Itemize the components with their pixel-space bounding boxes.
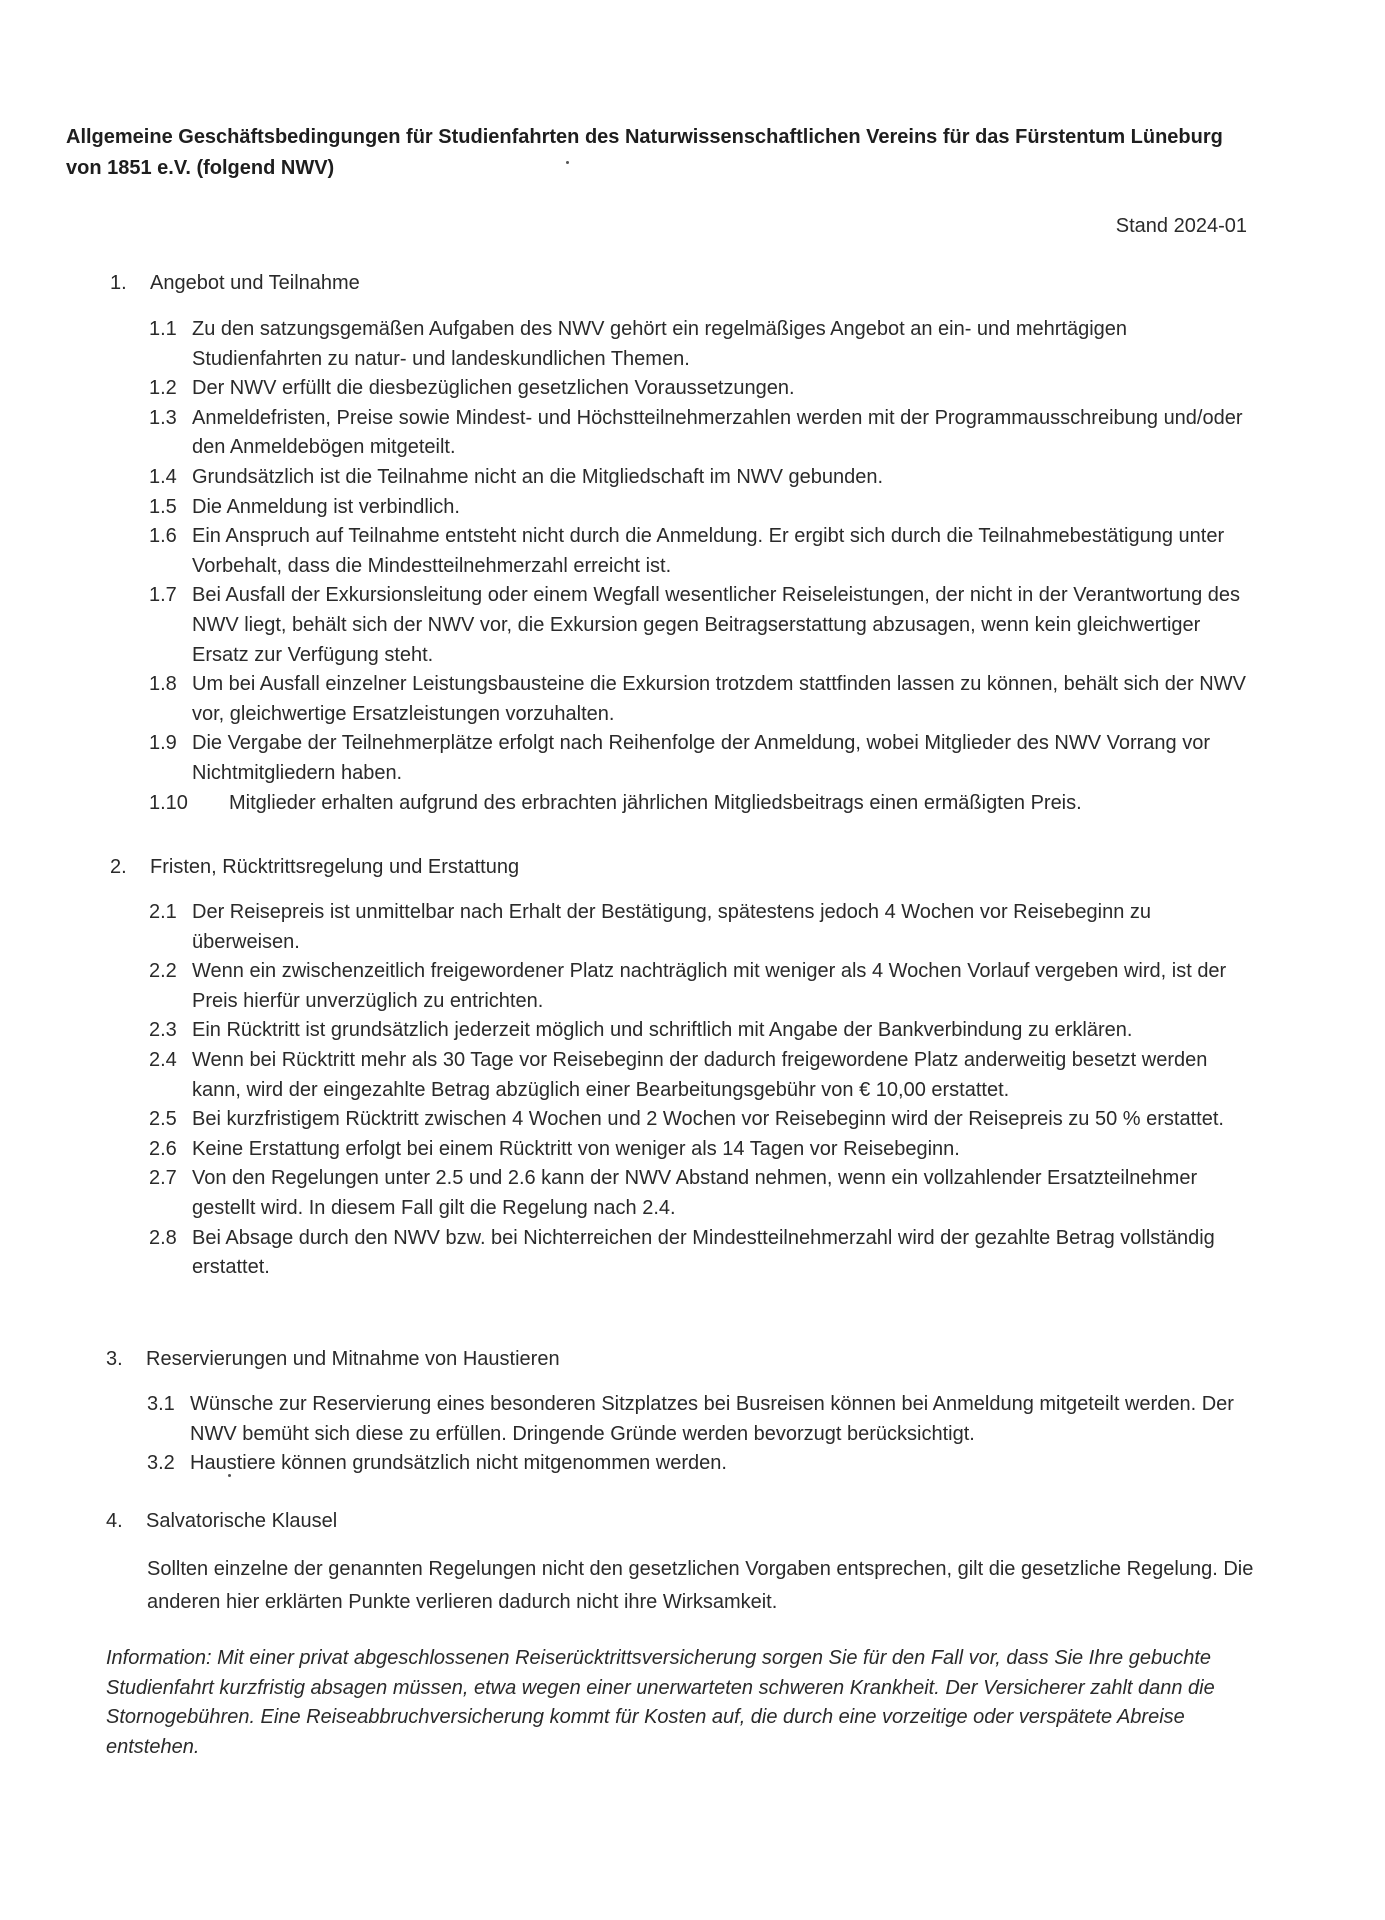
item-text: Von den Regelungen unter 2.5 und 2.6 kann der NWV Abstand nehmen, wenn ein vollzahlender Ersatzteilnehmer gestellt wird. In diesem Fall gilt die Regelung nach 2.4. [192, 1167, 1198, 1219]
item-number: 2.5 [149, 1108, 177, 1131]
list-item [149, 581, 1259, 670]
section-items [149, 315, 1259, 818]
section-title: Reservierungen und Mitnahme von Haustieren [146, 1348, 560, 1370]
item-number: 1.8 [149, 673, 177, 696]
item-number: 1.2 [149, 377, 177, 400]
section-paragraph: Sollten einzelne der genannten Regelungen nicht den gesetzlichen Vorgaben entsprechen, gilt die gesetzliche Regelung. Die anderen hier erklärten Punkte verlieren dadurch nicht ihre Wirksamkeit. [147, 1558, 1254, 1613]
section-title: Fristen, Rücktrittsregelung und Erstattung [150, 856, 520, 878]
scan-speck [566, 161, 569, 164]
item-text: Zu den satzungsgemäßen Aufgaben des NWV gehört ein regelmäßiges Angebot an ein- und mehrtägigen Studienfahrten zu natur- und landeskundlichen Themen. [192, 318, 1128, 370]
item-number: 1.5 [149, 495, 177, 518]
section-heading [110, 272, 360, 295]
item-text: Anmeldefristen, Preise sowie Mindest- und Höchstteilnehmerzahlen werden mit der Programmausschreibung und/oder den Anmeldebögen mitgeteilt. [192, 406, 1243, 459]
item-number: 2.7 [149, 1167, 177, 1190]
list-item [149, 374, 1259, 404]
document-title: Allgemeine Geschäftsbedingungen für Studienfahrten des Naturwissenschaftlichen Vereins für das Fürstentum Lüneburg von 1851 e.V. (folgend NWV) [66, 126, 1223, 179]
item-number: 2.2 [149, 960, 177, 983]
section-number: 3. [106, 1348, 123, 1370]
list-item [149, 957, 1259, 1016]
item-text: Wünsche zur Reservierung eines besonderen Sitzplatzes bei Busreisen können bei Anmeldung mitgeteilt werden. Der NWV bemüht sich diese zu erfüllen. Dringende Gründe werden bevorzugt berücksichtigt. [190, 1393, 1234, 1445]
section-title: Salvatorische Klausel [146, 1510, 338, 1532]
item-number: 1.4 [149, 465, 177, 488]
item-text: Wenn bei Rücktritt mehr als 30 Tage vor Reisebeginn der dadurch freigewordene Platz anderweitig besetzt werden kann, wird der eingezahlte Betrag abzüglich einer Bearbeitungsgebühr von € 10,00 erstattet. [192, 1048, 1208, 1101]
item-text: Wenn ein zwischenzeitlich freigewordener Platz nachträglich mit weniger als 4 Wochen Vorlauf vergeben wird, ist der Preis hierfür unverzüglich zu entrichten. [192, 960, 1227, 1012]
section-items [147, 1390, 1257, 1479]
item-number: 1.10 [149, 791, 188, 814]
list-item [149, 670, 1259, 729]
item-text: Ein Anspruch auf Teilnahme entsteht nicht durch die Anmeldung. Er ergibt sich durch die Teilnahmebestätigung unter Vorbehalt, dass die Mindestteilnehmerzahl erreicht ist. [192, 525, 1225, 577]
item-number: 1.3 [149, 406, 177, 429]
list-item [149, 1135, 1259, 1165]
section-items [149, 898, 1259, 1283]
item-number: 1.6 [149, 525, 177, 548]
list-item [149, 1164, 1259, 1223]
section-title: Angebot und Teilnahme [150, 272, 360, 294]
item-text: Haustiere können grundsätzlich nicht mitgenommen werden. [190, 1452, 727, 1475]
item-number: 1.1 [149, 318, 177, 340]
information-note: Information: Mit einer privat abgeschlossenen Reiserücktrittsversicherung sorgen Sie für den Fall vor, dass Sie Ihre gebuchte Studienfahrt kurzfristig absagen müssen, etwa wegen einer unerwarteten schweren Krankheit. Der Versicherer zahlt dann die Stornogebühren. Eine Reiseabbruchversicherung kommt für Kosten auf, die durch eine vorzeitige oder verspätete Abreise entstehen. [106, 1647, 1215, 1758]
item-text: Bei kurzfristigem Rücktritt zwischen 4 Wochen und 2 Wochen vor Reisebeginn wird der Reisepreis zu 50 % erstattet. [192, 1108, 1224, 1131]
list-item [149, 1046, 1259, 1105]
list-item [149, 493, 1259, 523]
item-number: 2.3 [149, 1019, 177, 1042]
list-item [149, 1224, 1259, 1283]
section-heading [110, 856, 519, 879]
list-item [149, 789, 1259, 819]
list-item [149, 898, 1259, 957]
item-text: Grundsätzlich ist die Teilnahme nicht an die Mitgliedschaft im NWV gebunden. [192, 465, 884, 488]
item-number: 2.6 [149, 1137, 177, 1160]
list-item [149, 315, 1259, 374]
list-item [149, 1016, 1259, 1046]
section-number: 2. [110, 856, 127, 878]
section-number: 1. [110, 272, 127, 294]
item-number: 1.7 [149, 584, 177, 607]
list-item [147, 1390, 1257, 1449]
list-item [149, 729, 1259, 788]
item-text: Der Reisepreis ist unmittelbar nach Erhalt der Bestätigung, spätestens jedoch 4 Wochen vor Reisebeginn zu überweisen. [192, 901, 1152, 953]
item-text: Ein Rücktritt ist grundsätzlich jederzeit möglich und schriftlich mit Angabe der Bankverbindung zu erklären. [192, 1019, 1133, 1042]
section-heading [106, 1348, 560, 1371]
item-text: Die Anmeldung ist verbindlich. [192, 495, 460, 518]
item-text: Die Vergabe der Teilnehmerplätze erfolgt nach Reihenfolge der Anmeldung, wobei Mitglieder des NWV Vorrang vor Nichtmitgliedern haben. [192, 732, 1210, 784]
scan-speck [228, 1474, 231, 1477]
item-text: Um bei Ausfall einzelner Leistungsbausteine die Exkursion trotzdem stattfinden lassen zu können, behält sich der NWV vor, gleichwertige Ersatzleistungen vorzuhalten. [192, 673, 1246, 725]
section-heading [106, 1510, 337, 1533]
item-text: Bei Ausfall der Exkursionsleitung oder einem Wegfall wesentlicher Reiseleistungen, der nicht in der Verantwortung des NWV liegt, behält sich der NWV vor, die Exkursion gegen Beitragserstattung abzusagen, wenn kein gleichwertiger Ersatz zur Verfügung steht. [192, 584, 1240, 666]
list-item [149, 404, 1259, 463]
item-number: 3.2 [147, 1452, 175, 1475]
list-item [149, 1105, 1259, 1135]
item-number: 1.9 [149, 732, 177, 755]
item-number: 2.4 [149, 1048, 177, 1071]
item-text: Bei Absage durch den NWV bzw. bei Nichterreichen der Mindestteilnehmerzahl wird der gezahlte Betrag vollständig erstattet. [192, 1226, 1215, 1279]
list-item [149, 463, 1259, 493]
list-item [149, 522, 1259, 581]
list-item [147, 1449, 1257, 1479]
item-number: 2.1 [149, 901, 177, 923]
item-text: Mitglieder erhalten aufgrund des erbrachten jährlichen Mitgliedsbeitrags einen ermäßigten Preis. [229, 791, 1082, 814]
document-version: Stand 2024-01 [1115, 215, 1247, 237]
section-number: 4. [106, 1510, 123, 1532]
item-text: Keine Erstattung erfolgt bei einem Rücktritt von weniger als 14 Tagen vor Reisebeginn. [192, 1137, 960, 1160]
item-number: 3.1 [147, 1393, 175, 1415]
item-number: 2.8 [149, 1226, 177, 1249]
item-text: Der NWV erfüllt die diesbezüglichen gesetzlichen Voraussetzungen. [192, 377, 795, 400]
